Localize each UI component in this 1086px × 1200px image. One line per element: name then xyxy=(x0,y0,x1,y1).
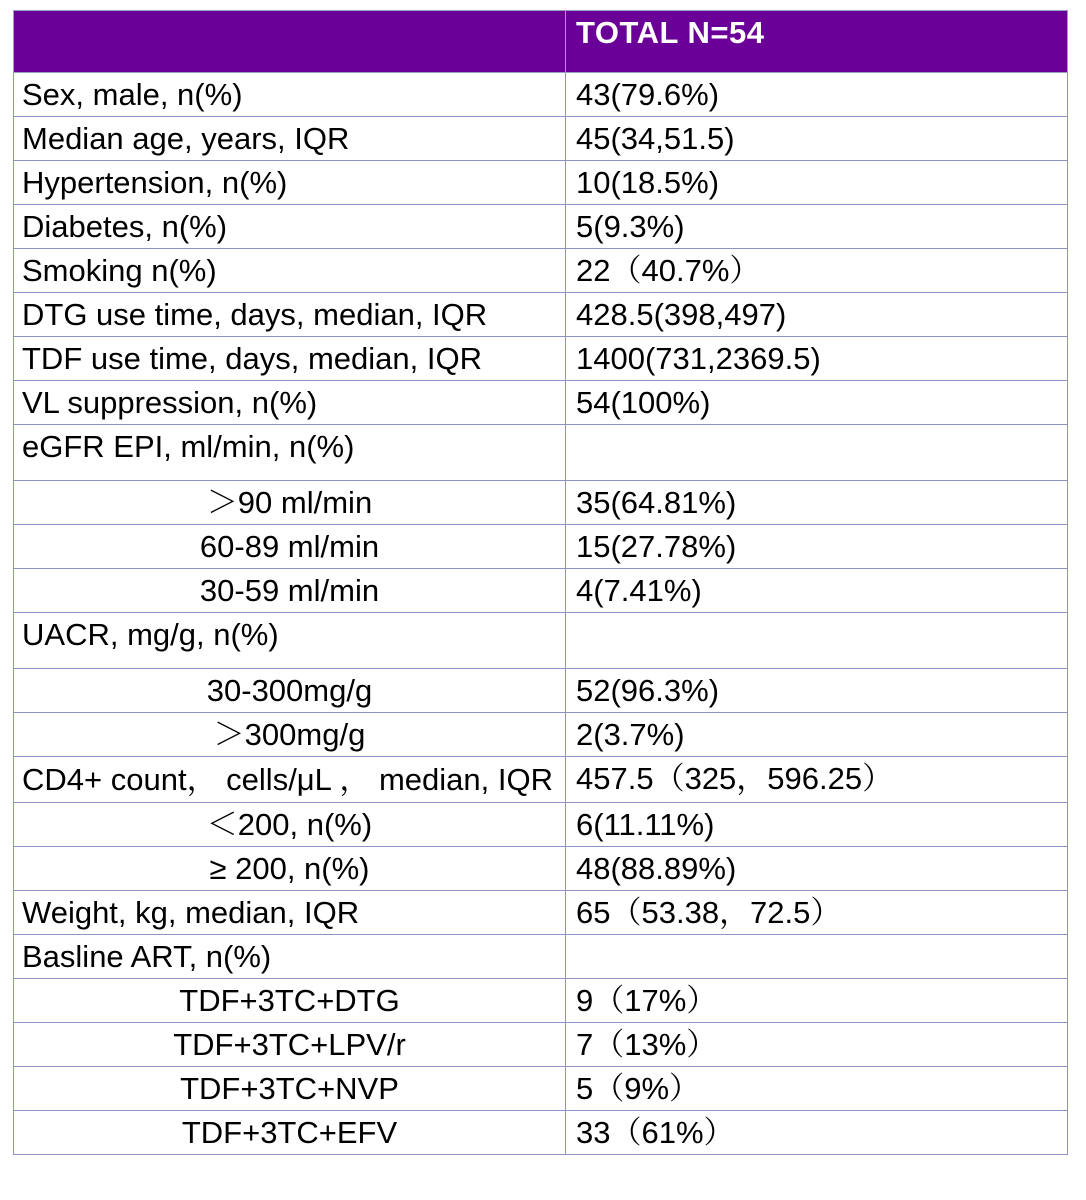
row-value: 52(96.3%) xyxy=(566,669,1068,713)
row-value: 1400(731,2369.5) xyxy=(566,337,1068,381)
row-value: 22（40.7%） xyxy=(566,249,1068,293)
row-value: 54(100%) xyxy=(566,381,1068,425)
row-value xyxy=(566,425,1068,481)
row-label: TDF+3TC+LPV/r xyxy=(14,1023,566,1067)
row-label: VL suppression, n(%) xyxy=(14,381,566,425)
row-value: 4(7.41%) xyxy=(566,569,1068,613)
row-value: 45(34,51.5) xyxy=(566,117,1068,161)
table-row xyxy=(14,161,1068,205)
table-row xyxy=(14,1067,1068,1111)
row-label: TDF+3TC+EFV xyxy=(14,1111,566,1155)
row-label: Basline ART, n(%) xyxy=(14,935,566,979)
row-label: 30-300mg/g xyxy=(14,669,566,713)
table-row xyxy=(14,205,1068,249)
table-row xyxy=(14,979,1068,1023)
table-row xyxy=(14,1111,1068,1155)
row-value xyxy=(566,935,1068,979)
row-value: 33（61%） xyxy=(566,1111,1068,1155)
table-row xyxy=(14,669,1068,713)
section-row-egfr xyxy=(14,425,1068,481)
table-row xyxy=(14,73,1068,117)
row-value: 15(27.78%) xyxy=(566,525,1068,569)
row-value xyxy=(566,613,1068,669)
row-value: 2(3.7%) xyxy=(566,713,1068,757)
row-label: Hypertension, n(%) xyxy=(14,161,566,205)
row-value: 10(18.5%) xyxy=(566,161,1068,205)
row-label: 30-59 ml/min xyxy=(14,569,566,613)
row-value: 5（9%） xyxy=(566,1067,1068,1111)
row-label: 60-89 ml/min xyxy=(14,525,566,569)
table-row xyxy=(14,1023,1068,1067)
row-label: TDF+3TC+NVP xyxy=(14,1067,566,1111)
header-label-cell xyxy=(14,11,566,73)
row-label: eGFR EPI, ml/min, n(%) xyxy=(14,425,566,481)
row-label: Smoking n(%) xyxy=(14,249,566,293)
row-value: 457.5（325，596.25） xyxy=(566,757,1068,803)
row-value: 6(11.11%) xyxy=(566,803,1068,847)
section-row-uacr xyxy=(14,613,1068,669)
table-row xyxy=(14,293,1068,337)
row-label: ＞90 ml/min xyxy=(14,481,566,525)
header-row xyxy=(14,11,1068,73)
row-value: 48(88.89%) xyxy=(566,847,1068,891)
table-row xyxy=(14,525,1068,569)
row-label: Sex, male, n(%) xyxy=(14,73,566,117)
row-value: 7（13%） xyxy=(566,1023,1068,1067)
header-total-cell: TOTAL N=54 xyxy=(566,11,1068,73)
row-value: 65（53.38，72.5） xyxy=(566,891,1068,935)
row-label: Diabetes, n(%) xyxy=(14,205,566,249)
table-row xyxy=(14,249,1068,293)
row-label: CD4+ count， cells/μL ， median, IQR xyxy=(14,757,566,803)
row-label: ≥ 200, n(%) xyxy=(14,847,566,891)
row-label: Median age, years, IQR xyxy=(14,117,566,161)
row-value: 428.5(398,497) xyxy=(566,293,1068,337)
row-label: ＞300mg/g xyxy=(14,713,566,757)
table-row xyxy=(14,803,1068,847)
row-value: 43(79.6%) xyxy=(566,73,1068,117)
row-label: UACR, mg/g, n(%) xyxy=(14,613,566,669)
table-row xyxy=(14,337,1068,381)
row-value: 35(64.81%) xyxy=(566,481,1068,525)
row-value: 9（17%） xyxy=(566,979,1068,1023)
table-row xyxy=(14,569,1068,613)
table-row xyxy=(14,891,1068,935)
section-row-art xyxy=(14,935,1068,979)
row-value: 5(9.3%) xyxy=(566,205,1068,249)
table-row xyxy=(14,381,1068,425)
baseline-characteristics-table xyxy=(13,10,1068,1155)
table-row xyxy=(14,713,1068,757)
table-row xyxy=(14,481,1068,525)
row-label: TDF use time, days, median, IQR xyxy=(14,337,566,381)
row-label: DTG use time, days, median, IQR xyxy=(14,293,566,337)
table-row xyxy=(14,757,1068,803)
table-row xyxy=(14,117,1068,161)
row-label: TDF+3TC+DTG xyxy=(14,979,566,1023)
row-label: ＜200, n(%) xyxy=(14,803,566,847)
row-label: Weight, kg, median, IQR xyxy=(14,891,566,935)
table-row xyxy=(14,847,1068,891)
